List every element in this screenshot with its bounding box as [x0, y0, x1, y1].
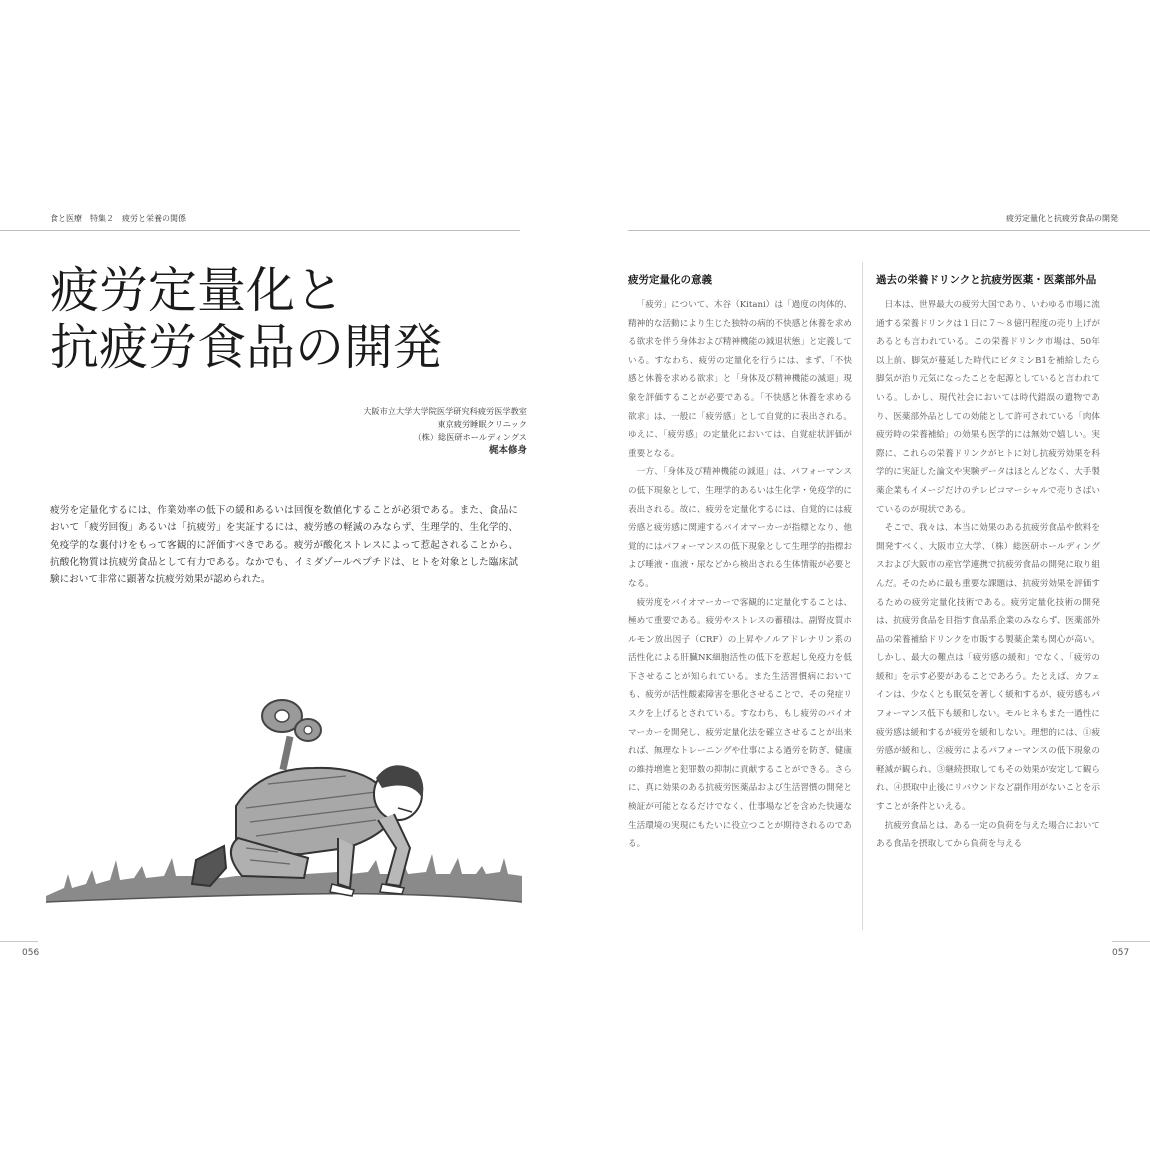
- section-1-heading: 疲労定量化の意義: [628, 274, 712, 286]
- running-header-right: 疲労定量化と抗疲労食品の開発: [1006, 214, 1118, 223]
- section-2-paragraph-2: そこで、我々は、本当に効果のある抗疲労食品や飲料を開発すべく、大阪市立大学、（株）総医研ホールディングスおよび大阪市の産官学連携で抗疲労食品の開発に取り組んだ。そのために最も重要な課題は、抗疲労効果を評価するための疲労定量化技術である。疲労定量化技術の開発は、抗疲労食品を目指す食品系企業のみならず、医薬部外品の栄養補給ドリンクを市販する製薬企業も関心が高い。しかし、最大の難点は「疲労感の緩和」でなく、「疲労の緩和」を示す必要があることであろう。たとえば、カフェインは、少なくとも眠気を著しく緩和するが、疲労感もパフォーマンス低下も緩和しない。モルヒネもまた一過性に疲労感は緩和するが疲労を緩和しない。理想的には、①疲労感が緩和し、②疲労によるパフォーマンスの低下現象の軽減が観られ、③継続摂取してもその効果が安定して観られ、④摂取中止後にリバウンドなど副作用がないことを示すことが条件といえる。: [876, 523, 1100, 813]
- affiliation-3: （株）総医研ホールディングス: [413, 432, 527, 442]
- author-block: [363, 405, 527, 457]
- affiliation-2: 東京疲労睡眠クリニック: [437, 419, 527, 429]
- affiliation-1: 大阪市立大学大学院医学研究科疲労医学教室: [363, 406, 527, 416]
- footer-rule-right: [1112, 941, 1150, 942]
- running-header-left: 食と医療 特集２ 疲労と栄養の関係: [50, 214, 186, 223]
- wind-up-man-illustration: [46, 688, 522, 924]
- title-line-2: 抗疲労食品の開発: [50, 319, 443, 376]
- header-rule-right: [628, 230, 1150, 231]
- title-line-1: 疲労定量化と: [50, 262, 345, 319]
- section-2-heading: 過去の栄養ドリンクと抗疲労医薬・医薬部外品: [876, 274, 1097, 286]
- header-rule-left: [0, 230, 520, 231]
- section-1-paragraph-3: 疲労度をバイオマーカーで客観的に定量化することは、極めて重要である。疲労やストレスの蓄積は、副腎皮質ホルモン放出因子（CRF）の上昇やノルアドレナリン系の活性化による肝臓NK細胞活性の低下を惹起し免疫力を低下させることが知られている。また生活習慣病においても、疲労が活性酸素障害を悪化させることで、その発症リスクを上げるとされている。すなわち、もし疲労のバイオマーカーを開発し、疲労定量化法を確立させることが出来れば、無理なトレーニングや仕事による過労を防ぎ、健康の維持増進と犯罪数の抑制に貢献することができる。さらに、真に効果のある抗疲労医薬品および生活習慣の開発と検証が可能となるだけでなく、仕事場などを含めた快適な生活環境の実現にもたいに役立つことが期待されるのである。: [628, 597, 852, 850]
- section-1-paragraph-2: 一方、「身体及び精神機能の減退」は、パフォーマンスの低下現象として、生理学的あるいは生化学・免疫学的に表出される。故に、疲労を定量化するには、自覚的には疲労感と疲労感に関連するバイオマーカーが指標となり、他覚的にはパフォーマンスの低下現象として生理学的指標および唾液・血液・尿などから検出される生体情報が必要となる。: [628, 467, 852, 589]
- section-1-paragraph-1: 「疲労」について、木谷（Kitani）は「過度の肉体的、精神的な活動により生じた独特の病的不快感と休養を求める欲求を伴う身体および精神機能の減退状態」と定義している。すなわち、疲労の定量化を行うには、まず、「不快感と休養を求める欲求」と「身体及び精神機能の減退」現象を評価することが必要である。「不快感と休養を求める欲求」は、一般に「疲労感」として自覚的に表出される。ゆえに、「疲労感」の定量化においては、自覚症状評価が重要となる。: [628, 300, 852, 459]
- page-number-left: 056: [22, 948, 40, 958]
- section-2-paragraph-1: 日本は、世界最大の疲労大国であり、いわゆる市場に流通する栄養ドリンクは１日に７〜８億円程度の売り上げがあるとも言われている。この栄養ドリンク市場は、50年以上前、脚気が蔓延した時代にビタミンB1を補給したら脚気が治り元気になったことを起源としていると言われている。しかし、現代社会においては時代錯誤の遺物であり、医薬部外品としての効能として許可されている「肉体疲労時の栄養補給」の効果も医学的には無効で嬉しい。実際に、これらの栄養ドリンクがヒトに対し抗疲労効果を科学的に実証した論文や実験データはほとんどなく、大手製薬企業もイメージだけのテレビコマーシャルで売りさばいているのが現状である。: [876, 300, 1100, 515]
- column-1: [628, 270, 852, 854]
- article-title: [50, 262, 530, 376]
- lead-paragraph: 疲労を定量化するには、作業効率の低下の緩和あるいは回復を数値化することが必須である。また、食品において「疲労回復」あるいは「抗疲労」を実証するには、疲労感の軽減のみならず、生理学的、生化学的、免疫学的な裏付けをもって客観的に評価すべきである。疲労が酸化ストレスによって惹起されることから、抗酸化物質は抗疲労食品として有力である。なかでも、イミダゾールペプチドは、ヒトを対象とした臨床試験において非常に顕著な抗疲労効果が認められた。: [50, 505, 518, 586]
- section-2-paragraph-3: 抗疲労食品とは、ある一定の負荷を与えた場合においてある食品を摂取してから負荷を与える: [876, 820, 1100, 850]
- page-number-right: 057: [1112, 948, 1130, 958]
- author-name: 梶本修身: [488, 445, 527, 456]
- column-2: [876, 270, 1100, 854]
- footer-rule-left: [0, 941, 38, 942]
- column-divider: [862, 262, 863, 930]
